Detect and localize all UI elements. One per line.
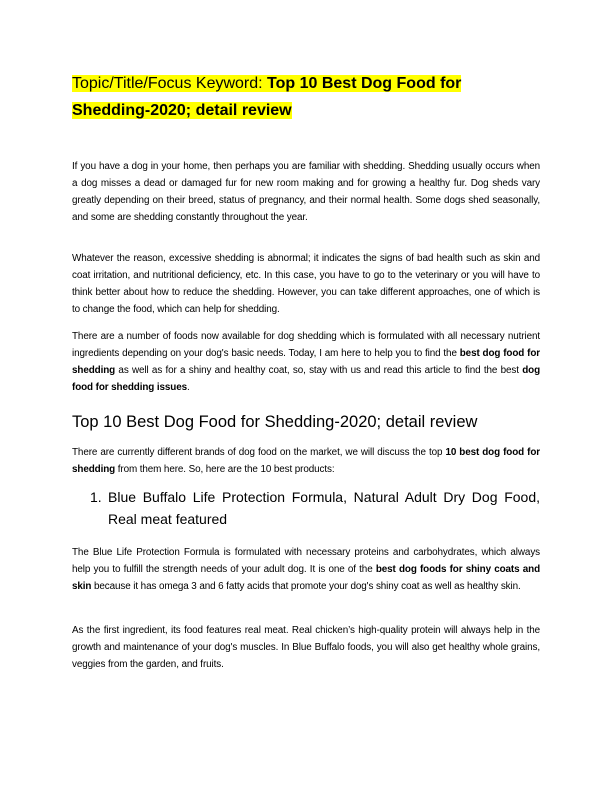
title-keyword: Top 10 Best Dog Food for Shedding-2020; detail review bbox=[72, 75, 462, 119]
section-heading: Top 10 Best Dog Food for Shedding-2020; detail review bbox=[72, 413, 478, 431]
text: as well as for a shiny and healthy coat, so, stay with us and read this article to find the best bbox=[115, 365, 523, 376]
paragraph-brands bbox=[72, 444, 540, 478]
text: There are a number of foods now available for dog shedding which is formulated with all necessary nutrient ingredients depending on your dog's basic needs. Today, I am here to help you to find the bbox=[72, 331, 540, 359]
list-item-text: Blue Buffalo Life Protection Formula, Natural Adult Dry Dog Food, Real meat featured bbox=[108, 489, 540, 527]
document-title bbox=[72, 70, 540, 124]
text: because it has omega 3 and 6 fatty acids that promote your dog's shiny coat as well as healthy skin. bbox=[91, 581, 521, 592]
text: The Blue Life Protection Formula is formulated with necessary proteins and carbohydrates, which always help you to fulfill the strength needs of your adult dog. It is one of the bbox=[72, 547, 540, 575]
text: . bbox=[187, 382, 190, 393]
bold-keyword: dog food for shedding issues bbox=[72, 365, 540, 393]
text: from them here. So, here are the 10 best products: bbox=[115, 464, 335, 475]
paragraph-ingredients: As the first ingredient, its food features real meat. Real chicken’s high-quality protein will always help in the growth and maintenance of your dog's muscles. In Blue Buffalo foods, you will also get healthy whole grains, veggies from the garden, and fruits. bbox=[72, 625, 540, 670]
list-number: 1. bbox=[90, 489, 102, 505]
paragraph-product-desc bbox=[72, 544, 540, 595]
paragraph-reason: Whatever the reason, excessive shedding is abnormal; it indicates the signs of bad health such as skin and coat irritation, and nutritional deficiency, etc. In this case, you have to go to the veterinary or you will have to think better about how to reduce the shedding. However, you can take different approaches, one of which is to change the food, which can help for shedding. bbox=[72, 253, 540, 315]
list-item-1 bbox=[90, 486, 540, 530]
bold-keyword: best dog food for shedding bbox=[72, 348, 540, 376]
bold-keyword: 10 best dog food for shedding bbox=[72, 447, 540, 475]
bold-keyword: best dog foods for shiny coats and skin bbox=[72, 564, 540, 592]
paragraph-intro: If you have a dog in your home, then perhaps you are familiar with shedding. Shedding usually occurs when a dog misses a dead or damaged fur for new room making and for growing a healthy fur. Dog sheds vary greatly depending on their breed, status of pregnancy, and their normal health. Some dogs shed seasonally, and some are shedding constantly throughout the year. bbox=[72, 161, 540, 223]
text: There are currently different brands of dog food on the market, we will discuss the top bbox=[72, 447, 446, 458]
title-prefix: Topic/Title/Focus Keyword: bbox=[72, 75, 268, 92]
paragraph-foods bbox=[72, 328, 540, 396]
